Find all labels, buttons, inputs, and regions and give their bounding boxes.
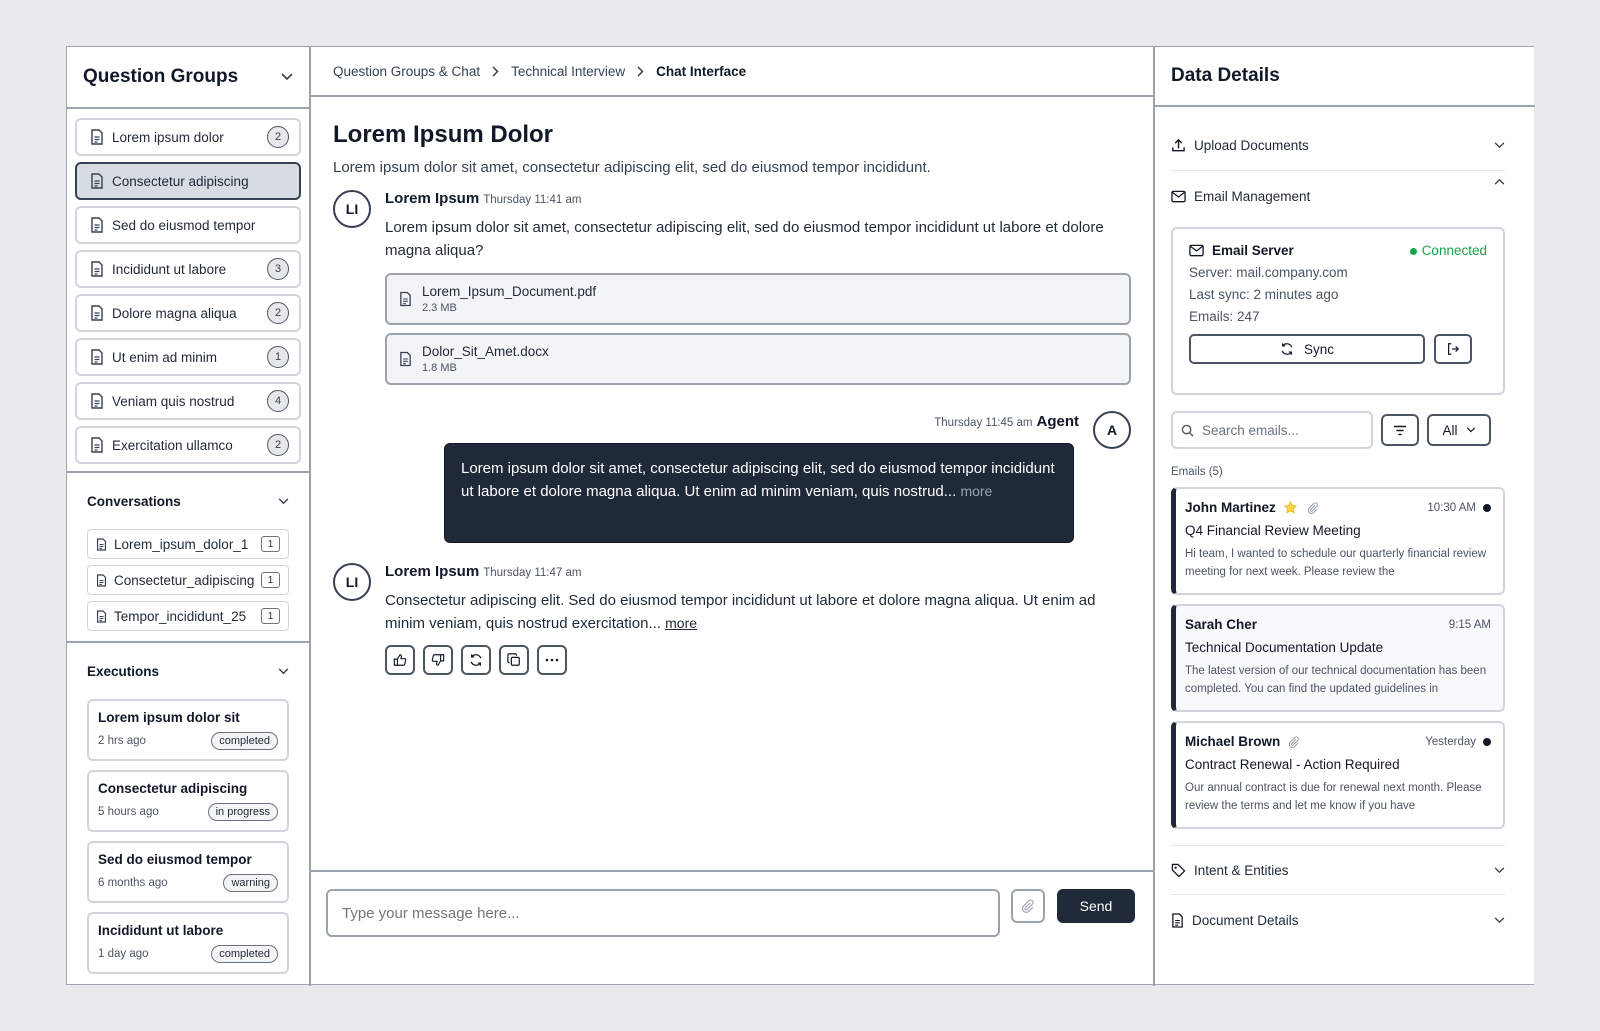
execution-item[interactable]	[87, 912, 289, 974]
chevron-down-icon	[1494, 917, 1505, 924]
message-input[interactable]	[326, 889, 1000, 937]
conversation-list	[67, 529, 309, 641]
intent-entities-accordion[interactable]	[1171, 845, 1505, 895]
more-link[interactable]: more	[960, 483, 993, 499]
chevron-up-icon	[1494, 178, 1505, 185]
unread-dot	[1483, 504, 1491, 512]
execution-name: Consectetur adipiscing	[98, 781, 248, 796]
filter-value: All	[1442, 422, 1458, 438]
refresh-icon	[1280, 342, 1294, 356]
user-message	[333, 563, 1131, 675]
sync-label: Sync	[1303, 341, 1334, 357]
conversation-label: Tempor_incididunt_25	[114, 608, 247, 624]
question-group-item[interactable]	[75, 294, 301, 332]
question-group-label: Veniam quis nostrud	[112, 393, 235, 409]
message-text: Lorem ipsum dolor sit amet, consectetur adipiscing elit, sed do eiusmod tempor incididunt ut labore et dolore magna aliqua. Ut enim ad minim veniam, quis nostrud...	[461, 460, 1055, 500]
email-time: 10:30 AM	[1427, 501, 1476, 514]
connection-status	[1410, 243, 1487, 258]
count-badge: 1	[261, 536, 280, 552]
email-subject: Q4 Financial Review Meeting	[1185, 523, 1361, 538]
app-window	[66, 46, 1534, 985]
last-sync: Last sync: 2 minutes ago	[1189, 287, 1339, 302]
question-group-label: Incididunt ut labore	[112, 261, 227, 277]
question-group-label: Exercitation ullamco	[112, 437, 233, 453]
status-badge: warning	[223, 874, 278, 892]
sender-name: Lorem Ipsum	[385, 190, 480, 207]
chevron-down-icon[interactable]	[278, 668, 289, 675]
agent-message	[333, 413, 1131, 563]
count-badge: 1	[267, 346, 289, 368]
question-group-label: Ut enim ad minim	[112, 349, 218, 365]
execution-time: 2 hrs ago	[98, 735, 146, 747]
executions-header[interactable]	[67, 643, 309, 699]
document-icon	[90, 349, 104, 365]
logout-icon	[1446, 342, 1460, 356]
conversation-item[interactable]	[87, 601, 289, 631]
count-badge: 1	[261, 608, 280, 624]
count-badge: 3	[267, 258, 289, 280]
copy-icon[interactable]	[499, 645, 529, 675]
email-item[interactable]	[1171, 604, 1505, 712]
email-time: 9:15 AM	[1448, 618, 1491, 631]
question-group-label: Sed do eiusmod tempor	[112, 217, 256, 233]
breadcrumb-current: Chat Interface	[656, 63, 747, 79]
accordion-label: Intent & Entities	[1194, 862, 1289, 878]
status-badge: in progress	[208, 803, 278, 821]
send-button[interactable]: Send	[1057, 889, 1135, 923]
email-time: Yesterday	[1425, 735, 1476, 748]
question-group-label: Consectetur adipiscing	[112, 173, 249, 189]
question-group-item[interactable]	[75, 162, 301, 200]
tag-icon	[1171, 863, 1186, 878]
refresh-icon[interactable]	[461, 645, 491, 675]
document-icon	[90, 437, 104, 453]
executions-section	[67, 643, 309, 974]
status-text: Connected	[1421, 243, 1487, 258]
email-search-row	[1171, 411, 1505, 449]
mail-icon	[1171, 190, 1186, 203]
conversations-title: Conversations	[87, 493, 181, 509]
file-name: Dolor_Sit_Amet.docx	[422, 344, 549, 359]
file-size: 2.3 MB	[422, 302, 457, 314]
question-group-label: Dolore magna aliqua	[112, 305, 237, 321]
status-dot	[1410, 248, 1417, 255]
conversations-section	[67, 473, 309, 643]
conversations-header[interactable]	[67, 473, 309, 529]
thumbs-up-icon[interactable]	[385, 645, 415, 675]
document-icon	[399, 291, 412, 307]
chevron-down-icon	[1466, 427, 1476, 433]
sender-name: Agent	[1036, 413, 1079, 430]
message-text-wrap	[385, 589, 1131, 635]
emails-count-label: Emails (5)	[1171, 466, 1223, 478]
avatar: A	[1093, 411, 1131, 449]
more-options-icon[interactable]	[537, 645, 567, 675]
email-search-field[interactable]	[1171, 411, 1373, 449]
paperclip-icon	[1021, 899, 1035, 913]
paperclip-icon	[1288, 736, 1300, 748]
execution-time: 6 months ago	[98, 877, 168, 889]
file-name: Lorem_Ipsum_Document.pdf	[422, 284, 597, 299]
email-subject: Contract Renewal - Action Required	[1185, 757, 1400, 772]
status-badge: completed	[211, 732, 278, 750]
agent-meta	[934, 413, 1079, 430]
question-group-item[interactable]	[75, 426, 301, 464]
server-title: Email Server	[1212, 243, 1294, 258]
file-attachment[interactable]	[385, 273, 1131, 325]
question-groups-title: Question Groups	[83, 66, 239, 87]
question-group-item[interactable]	[75, 118, 301, 156]
document-icon	[90, 129, 104, 145]
more-link[interactable]: more	[665, 615, 698, 631]
chevron-down-icon[interactable]	[278, 498, 289, 505]
count-badge: 2	[267, 126, 289, 148]
conversation-item[interactable]	[87, 529, 289, 559]
chevron-right-icon	[492, 66, 499, 77]
filter-icon	[1393, 425, 1407, 436]
chat-thread	[311, 97, 1153, 857]
execution-name: Incididunt ut labore	[98, 923, 224, 938]
chat-panel	[311, 47, 1155, 986]
paperclip-icon	[1307, 502, 1319, 514]
message-time: Thursday 11:41 am	[483, 194, 582, 206]
executions-title: Executions	[87, 663, 160, 679]
chevron-down-icon	[1494, 867, 1505, 874]
attach-button[interactable]	[1011, 889, 1045, 923]
document-icon	[96, 610, 107, 623]
question-group-item[interactable]	[75, 250, 301, 288]
sender-name: Lorem Ipsum	[385, 563, 480, 580]
user-message	[333, 190, 1131, 385]
left-sidebar	[67, 47, 311, 986]
document-icon	[90, 305, 104, 321]
filter-button[interactable]	[1381, 414, 1419, 446]
question-group-label: Lorem ipsum dolor	[112, 129, 224, 145]
count-badge: 4	[267, 390, 289, 412]
email-item[interactable]	[1171, 721, 1505, 829]
chevron-right-icon	[637, 66, 644, 77]
document-icon	[90, 173, 104, 189]
message-text: Lorem ipsum dolor sit amet, consectetur adipiscing elit, sed do eiusmod tempor incididunt ut labore et dolore magna aliqua?	[385, 219, 1104, 259]
disconnect-button[interactable]	[1434, 334, 1472, 364]
email-count: Emails: 247	[1189, 309, 1260, 324]
document-details-accordion[interactable]	[1171, 895, 1505, 945]
question-groups-header[interactable]	[67, 47, 309, 109]
data-details-panel	[1155, 47, 1535, 986]
count-badge: 1	[261, 572, 280, 588]
upload-documents-accordion[interactable]	[1171, 121, 1505, 171]
execution-list	[67, 699, 309, 974]
server-address: Server: mail.company.com	[1189, 265, 1348, 280]
search-placeholder: Search emails...	[1202, 422, 1299, 438]
file-attachment[interactable]	[385, 333, 1131, 385]
conversation-label: Lorem_ipsum_dolor_1	[114, 536, 249, 552]
email-sender: Michael Brown	[1185, 734, 1281, 749]
document-icon	[90, 261, 104, 277]
sync-button[interactable]	[1189, 334, 1425, 364]
execution-item[interactable]	[87, 699, 289, 761]
execution-item[interactable]	[87, 841, 289, 903]
message-text: Consectetur adipiscing elit. Sed do eiusmod tempor incididunt ut labore et dolore magna aliqua. Ut enim ad minim veniam, quis nostrud exercitation...	[385, 592, 1096, 632]
email-sender: John Martinez	[1185, 500, 1276, 515]
avatar: LI	[333, 563, 371, 601]
email-filter-select[interactable]	[1427, 414, 1491, 446]
count-badge: 2	[267, 434, 289, 456]
message-actions	[385, 645, 1131, 675]
upload-icon	[1171, 138, 1186, 153]
status-badge: completed	[211, 945, 278, 963]
email-preview: Hi team, I wanted to schedule our quarterly financial review meeting for next week. Please review the	[1185, 548, 1487, 578]
execution-name: Lorem ipsum dolor sit	[98, 710, 240, 725]
breadcrumb-item[interactable]: Technical Interview	[511, 63, 626, 79]
execution-name: Sed do eiusmod tempor	[98, 852, 252, 867]
data-details-title: Data Details	[1155, 47, 1535, 107]
email-subject: Technical Documentation Update	[1185, 640, 1384, 655]
conversation-item[interactable]	[87, 565, 289, 595]
unread-dot	[1483, 738, 1491, 746]
email-preview: Our annual contract is due for renewal next month. Please review the terms and let me know if you have	[1185, 782, 1482, 812]
question-group-item[interactable]	[75, 382, 301, 420]
execution-item[interactable]	[87, 770, 289, 832]
accordion-label: Document Details	[1192, 912, 1299, 928]
star-icon[interactable]	[1284, 501, 1297, 514]
message-time: Thursday 11:47 am	[483, 567, 582, 579]
conversation-label: Consectetur_adipiscing	[114, 572, 255, 588]
mail-icon	[1189, 244, 1204, 257]
chevron-down-icon[interactable]	[281, 73, 293, 81]
execution-time: 1 day ago	[98, 948, 149, 960]
agent-message-bubble	[444, 443, 1074, 543]
avatar: LI	[333, 190, 371, 228]
document-icon	[90, 217, 104, 233]
chat-subtitle: Lorem ipsum dolor sit amet, consectetur adipiscing elit, sed do eiusmod tempor incididunt.	[333, 159, 931, 176]
email-preview: The latest version of our technical documentation has been completed. You can find the updated guidelines in	[1185, 665, 1487, 695]
question-group-item[interactable]	[75, 206, 301, 244]
execution-time: 5 hours ago	[98, 806, 159, 818]
question-group-list	[67, 109, 309, 473]
document-icon	[96, 574, 107, 587]
email-sender: Sarah Cher	[1185, 617, 1258, 632]
file-size: 1.8 MB	[422, 362, 457, 374]
email-server-card	[1171, 227, 1505, 395]
email-management-accordion[interactable]	[1171, 171, 1505, 221]
accordion-label: Email Management	[1194, 188, 1311, 204]
message-composer	[311, 870, 1153, 986]
document-icon	[96, 538, 107, 551]
document-icon	[90, 393, 104, 409]
search-icon	[1181, 424, 1194, 437]
data-details-body	[1155, 121, 1535, 945]
accordion-label: Upload Documents	[1194, 138, 1309, 153]
chat-title: Lorem Ipsum Dolor	[333, 121, 554, 148]
breadcrumb-item[interactable]: Question Groups & Chat	[333, 63, 481, 79]
document-icon	[1171, 913, 1184, 928]
thumbs-down-icon[interactable]	[423, 645, 453, 675]
document-icon	[399, 351, 412, 367]
message-time: Thursday 11:45 am	[934, 417, 1033, 429]
count-badge: 2	[267, 302, 289, 324]
question-group-item[interactable]	[75, 338, 301, 376]
chevron-down-icon	[1494, 142, 1505, 149]
email-item[interactable]	[1171, 487, 1505, 595]
breadcrumb	[311, 47, 1153, 97]
